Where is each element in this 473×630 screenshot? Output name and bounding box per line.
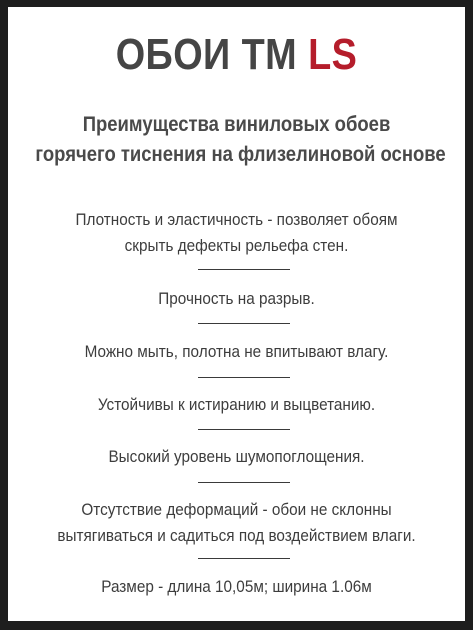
- feature-no-deformation-line-2: вытягиваться и садиться под воздействием влаги.: [57, 526, 416, 545]
- feature-washable-text: Можно мыть, полотна не впитывают влагу.: [84, 342, 389, 361]
- feature-wear-resistant: [31, 392, 442, 418]
- divider-2: [198, 323, 290, 324]
- feature-washable: [31, 339, 442, 365]
- feature-size-text: Размер - длина 10,05м; ширина 1.06м: [101, 577, 372, 596]
- feature-tear-strength: [31, 286, 442, 312]
- feature-no-deformation: [31, 497, 442, 549]
- subtitle: [35, 110, 446, 170]
- subtitle-line-1: Преимущества виниловых обоев: [82, 113, 391, 136]
- feature-density-line-2: скрыть дефекты рельефа стен.: [124, 236, 349, 255]
- subtitle-line-2: горячего тиснения на флизелиновой основе: [35, 143, 446, 166]
- divider-4: [198, 429, 290, 430]
- title-main: ОБОИ ТМ: [115, 30, 309, 79]
- divider-1: [198, 269, 290, 270]
- feature-size: [31, 574, 442, 600]
- brand-logo-text: LS: [308, 30, 358, 79]
- feature-sound-absorption: [31, 444, 442, 470]
- divider-6: [198, 558, 290, 559]
- feature-wear-resistant-text: Устойчивы к истиранию и выцветанию.: [97, 395, 376, 414]
- divider-3: [198, 377, 290, 378]
- page-title: [40, 29, 433, 81]
- divider-5: [198, 482, 290, 483]
- feature-tear-strength-text: Прочность на разрыв.: [158, 289, 315, 308]
- feature-no-deformation-line-1: Отсутствие деформаций - обои не склонны: [81, 500, 392, 519]
- feature-sound-absorption-text: Высокий уровень шумопоглощения.: [108, 447, 365, 466]
- feature-density: [31, 207, 442, 259]
- feature-density-line-1: Плотность и эластичность - позволяет обоям: [75, 210, 398, 229]
- poster-content: [8, 7, 465, 621]
